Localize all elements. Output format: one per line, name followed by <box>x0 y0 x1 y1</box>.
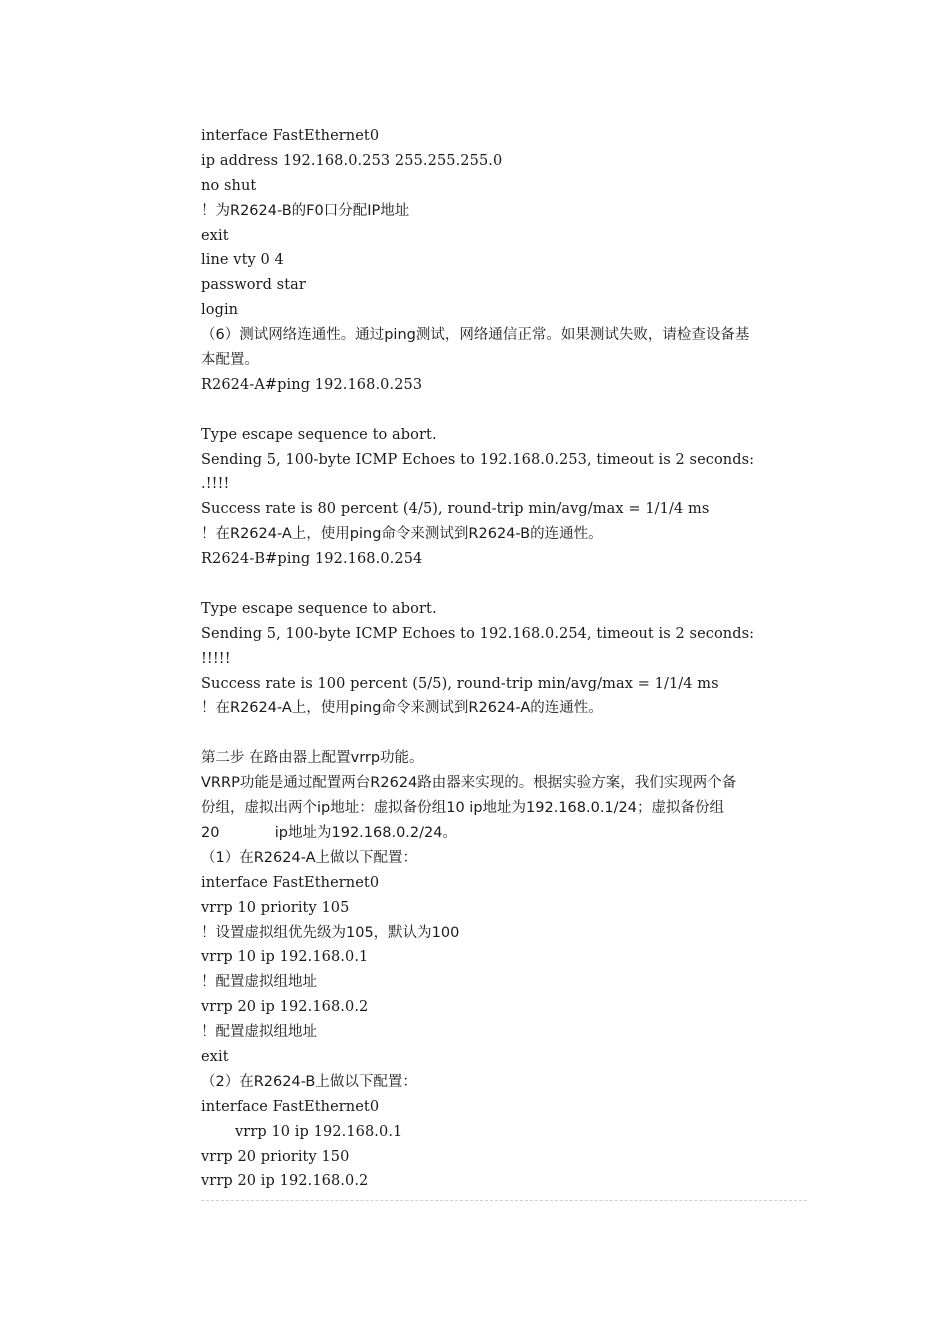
config-line: vrrp 20 ip 192.168.0.2 <box>201 999 369 1016</box>
blank-line <box>201 721 811 746</box>
output-line: Type escape sequence to abort. <box>201 426 437 443</box>
config-line: vrrp 20 priority 150 <box>201 1148 350 1165</box>
page-footer-divider <box>201 1200 807 1201</box>
comment-line: ！设置虚拟组优先级为105，默认为100 <box>201 924 460 941</box>
config-line: no shut <box>201 177 257 194</box>
comment-line: ！为R2624-B的F0口分配IP地址 <box>201 202 410 219</box>
blank-line <box>201 398 811 423</box>
config-line: interface FastEthernet0 <box>201 128 380 144</box>
output-line: Success rate is 80 percent (4/5), round-trip min/avg/max = 1/1/4 ms <box>201 501 710 518</box>
document-body <box>201 124 811 1194</box>
output-line: Success rate is 100 percent (5/5), round-trip min/avg/max = 1/1/4 ms <box>201 675 719 692</box>
substep-heading: （1）在R2624-A上做以下配置： <box>201 849 418 866</box>
config-line: login <box>201 302 239 319</box>
config-line-indented: vrrp 10 ip 192.168.0.1 <box>235 1123 403 1140</box>
config-line: exit <box>201 1048 229 1065</box>
output-line: Sending 5, 100-byte ICMP Echoes to 192.168.0.253, timeout is 2 seconds: <box>201 451 755 468</box>
body-paragraph: 20 ip地址为192.168.0.2/24。 <box>201 824 457 841</box>
config-line: ip address 192.168.0.253 255.255.255.0 <box>201 152 503 169</box>
comment-line: ！配置虚拟组地址 <box>201 1024 317 1041</box>
comment-line: ！在R2624-A上，使用ping命令来测试到R2624-B的连通性。 <box>201 526 603 543</box>
substep-heading: （2）在R2624-B上做以下配置： <box>201 1073 417 1090</box>
config-line: vrrp 10 priority 105 <box>201 899 350 916</box>
output-line: Type escape sequence to abort. <box>201 600 437 617</box>
section-heading: 第二步 在路由器上配置vrrp功能。 <box>201 750 424 767</box>
output-line: Sending 5, 100-byte ICMP Echoes to 192.168.0.254, timeout is 2 seconds: <box>201 625 755 642</box>
output-line: !!!!! <box>201 650 231 667</box>
config-line: password star <box>201 277 306 294</box>
config-line: interface FastEthernet0 <box>201 874 380 891</box>
config-line: exit <box>201 227 229 244</box>
body-paragraph: 份组，虚拟出两个ip地址：虚拟备份组10 ip地址为192.168.0.1/24；虚拟备份组 <box>201 800 724 817</box>
config-line: vrrp 20 ip 192.168.0.2 <box>201 1173 369 1190</box>
command-line: R2624-B#ping 192.168.0.254 <box>201 551 423 568</box>
blank-line <box>201 572 811 597</box>
config-line: vrrp 10 ip 192.168.0.1 <box>201 949 369 966</box>
comment-line: ！配置虚拟组地址 <box>201 974 317 991</box>
output-line: .!!!! <box>201 476 230 493</box>
comment-line: ！在R2624-A上，使用ping命令来测试到R2624-A的连通性。 <box>201 700 603 717</box>
config-line: line vty 0 4 <box>201 252 284 269</box>
step-paragraph: 本配置。 <box>201 352 259 369</box>
step-paragraph: （6）测试网络连通性。通过ping测试，网络通信正常。如果测试失败，请检查设备基 <box>201 327 750 344</box>
config-line: interface FastEthernet0 <box>201 1098 380 1115</box>
command-line: R2624-A#ping 192.168.0.253 <box>201 376 423 393</box>
body-paragraph: VRRP功能是通过配置两台R2624路由器来实现的。根据实验方案，我们实现两个备 <box>201 775 737 792</box>
